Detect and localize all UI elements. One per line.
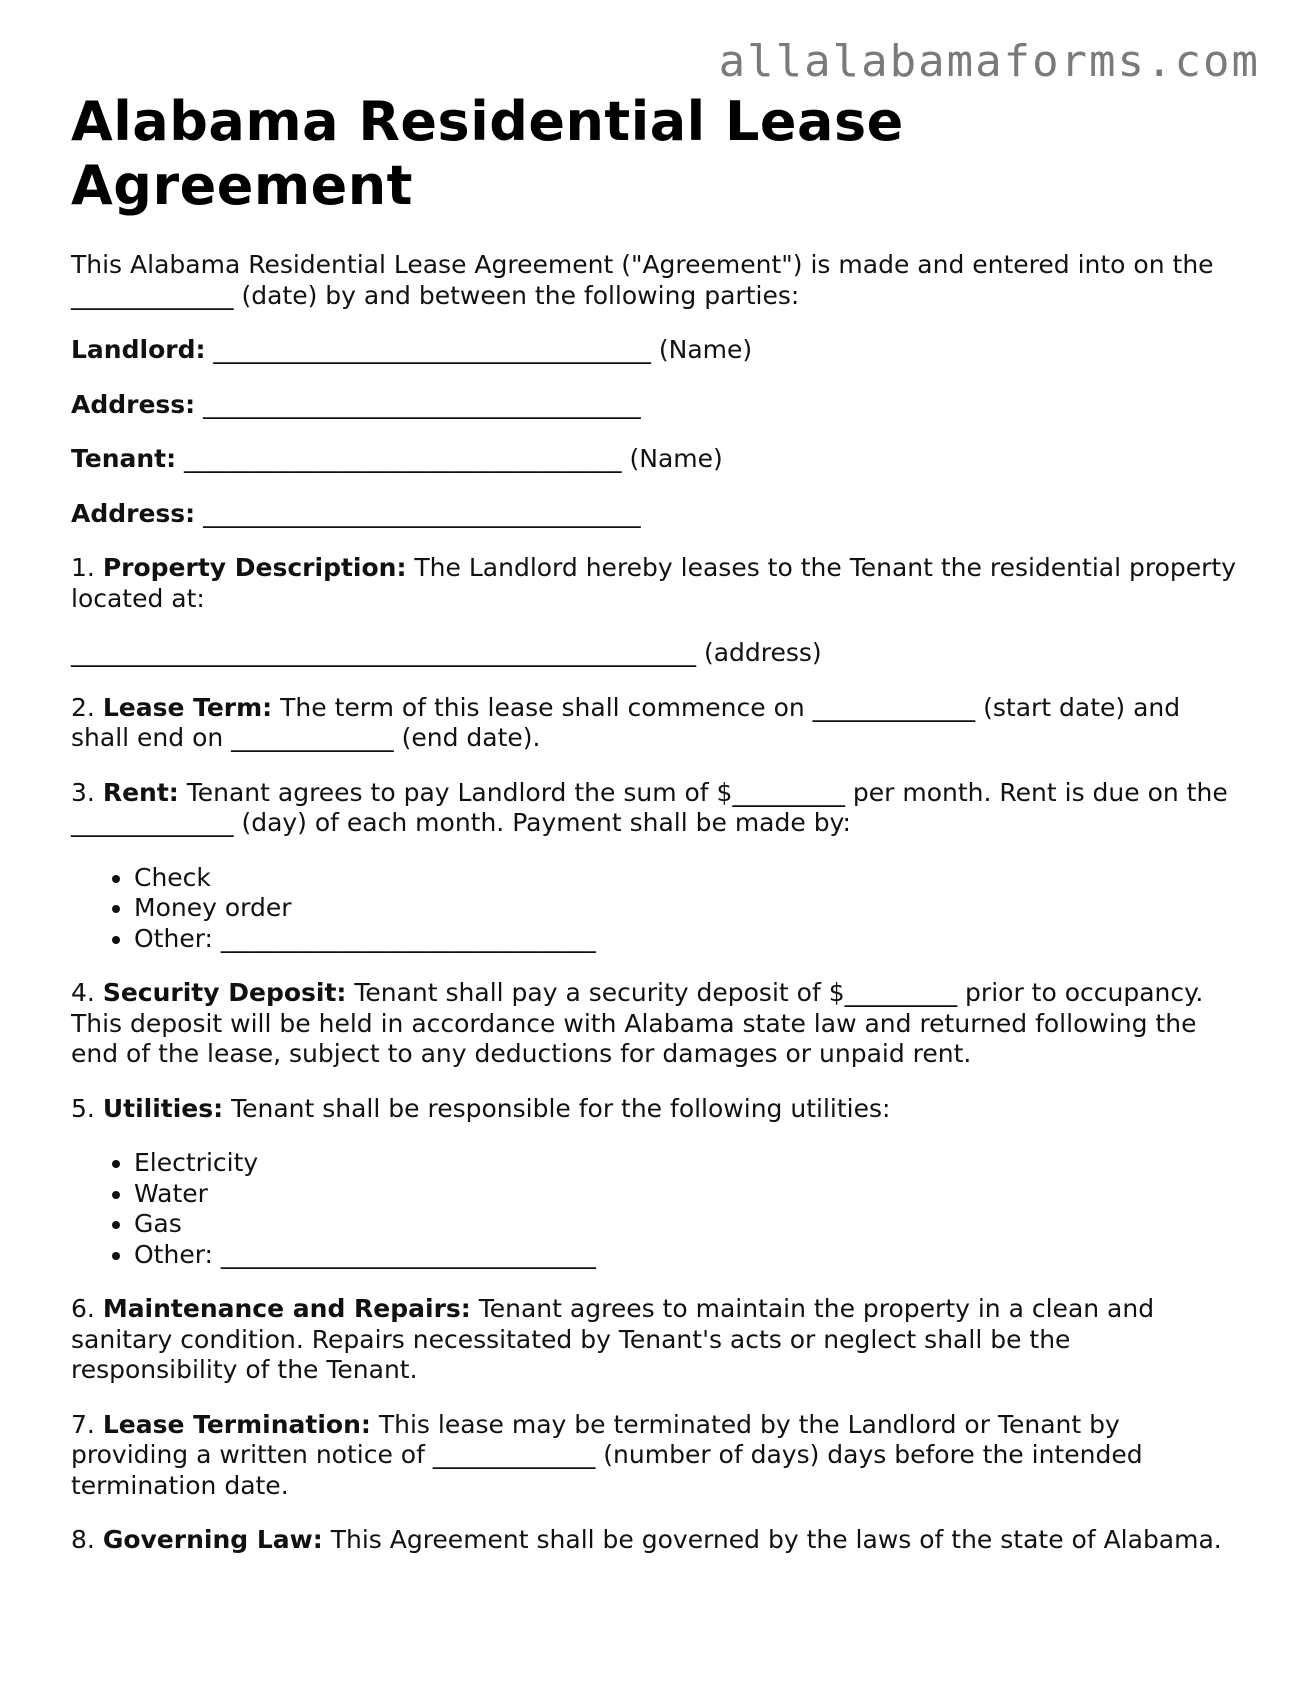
section-lease-termination <box>71 1410 1241 1502</box>
tenant-name-line <box>71 444 1241 475</box>
tenant-address-line <box>71 499 1241 530</box>
section-heading: Property Description: <box>102 553 407 582</box>
landlord-name-line <box>71 335 1241 366</box>
landlord-name-blank: ___________________________________ (Name) <box>205 335 753 364</box>
section-governing-law <box>71 1525 1241 1556</box>
section-text: This lease may be terminated by the Landlord or Tenant by providing a written notice of _____________ (number of days) days before the intended termination date. <box>71 1409 1143 1500</box>
section-number: 3. <box>71 777 103 807</box>
tenant-address-blank: ___________________________________ <box>195 498 641 528</box>
tenant-name-blank: ___________________________________ (Name) <box>176 444 723 473</box>
landlord-address-line <box>71 390 1241 421</box>
list-item: • Money order <box>134 893 1241 924</box>
tenant-address-label: Address: <box>71 498 196 528</box>
section-text: The term of this lease shall commence on _____________ (start date) and shall end on _____________ (end date). <box>71 692 1181 752</box>
list-item: • Electricity <box>134 1148 1241 1179</box>
landlord-address-blank: ___________________________________ <box>195 389 641 419</box>
section-maintenance <box>71 1294 1241 1386</box>
section-number: 8. <box>71 1525 103 1554</box>
section-heading: Governing Law: <box>102 1525 323 1554</box>
section-number: 2. <box>71 692 103 722</box>
list-item: • Water <box>134 1179 1241 1210</box>
tenant-label: Tenant: <box>71 444 177 473</box>
site-watermark: allalabamaforms.com <box>718 36 1260 87</box>
list-item: • Other: ______________________________ <box>134 1240 1241 1271</box>
section-number: 6. <box>71 1294 103 1323</box>
property-address-blank: __________________________________________________ (address) <box>71 638 822 667</box>
list-item: • Other: ______________________________ <box>134 924 1241 955</box>
section-security-deposit <box>71 978 1241 1070</box>
utilities-list <box>71 1148 1241 1270</box>
section-heading: Lease Termination: <box>102 1409 371 1439</box>
payment-method-list <box>71 863 1241 955</box>
section-heading: Maintenance and Repairs: <box>102 1294 471 1323</box>
section-text: Tenant shall pay a security deposit of $_________ prior to occupancy. This deposit will be held in accordance with Alabama state law and returned following the end of the lease, subject to any deductions for damages or unpaid rent. <box>71 978 1204 1068</box>
section-number: 4. <box>71 978 103 1007</box>
landlord-address-label: Address: <box>71 389 196 419</box>
section-text: Tenant shall be responsible for the following utilities: <box>223 1093 891 1123</box>
section-rent <box>71 778 1241 839</box>
lease-document <box>71 90 1241 1556</box>
list-item: • Gas <box>134 1209 1241 1240</box>
section-number: 5. <box>71 1093 103 1123</box>
section-heading: Rent: <box>102 777 179 807</box>
list-item: • Check <box>134 863 1241 894</box>
intro-paragraph: This Alabama Residential Lease Agreement ("Agreement") is made and entered into on the _____________ (date) by and between the following parties: <box>71 250 1214 310</box>
section-text: Tenant agrees to maintain the property in a clean and sanitary condition. Repairs necessitated by Tenant's acts or neglect shall be the responsibility of the Tenant. <box>71 1294 1155 1384</box>
section-number: 1. <box>71 553 103 582</box>
section-text: This Agreement shall be governed by the laws of the state of Alabama. <box>322 1525 1222 1554</box>
section-heading: Utilities: <box>102 1093 224 1123</box>
section-number: 7. <box>71 1409 103 1439</box>
section-text: The Landlord hereby leases to the Tenant the residential property located at: <box>71 553 1236 613</box>
section-text: Tenant agrees to pay Landlord the sum of $_________ per month. Rent is due on the _____________ (day) of each month. Payment shall be made by: <box>71 777 1228 837</box>
landlord-label: Landlord: <box>71 335 206 364</box>
section-heading: Security Deposit: <box>102 978 347 1007</box>
section-utilities <box>71 1094 1241 1125</box>
section-heading: Lease Term: <box>102 692 273 722</box>
section-lease-term <box>71 693 1241 754</box>
document-title: Alabama Residential Lease Agreement <box>71 90 904 217</box>
section-property-description <box>71 553 1241 614</box>
